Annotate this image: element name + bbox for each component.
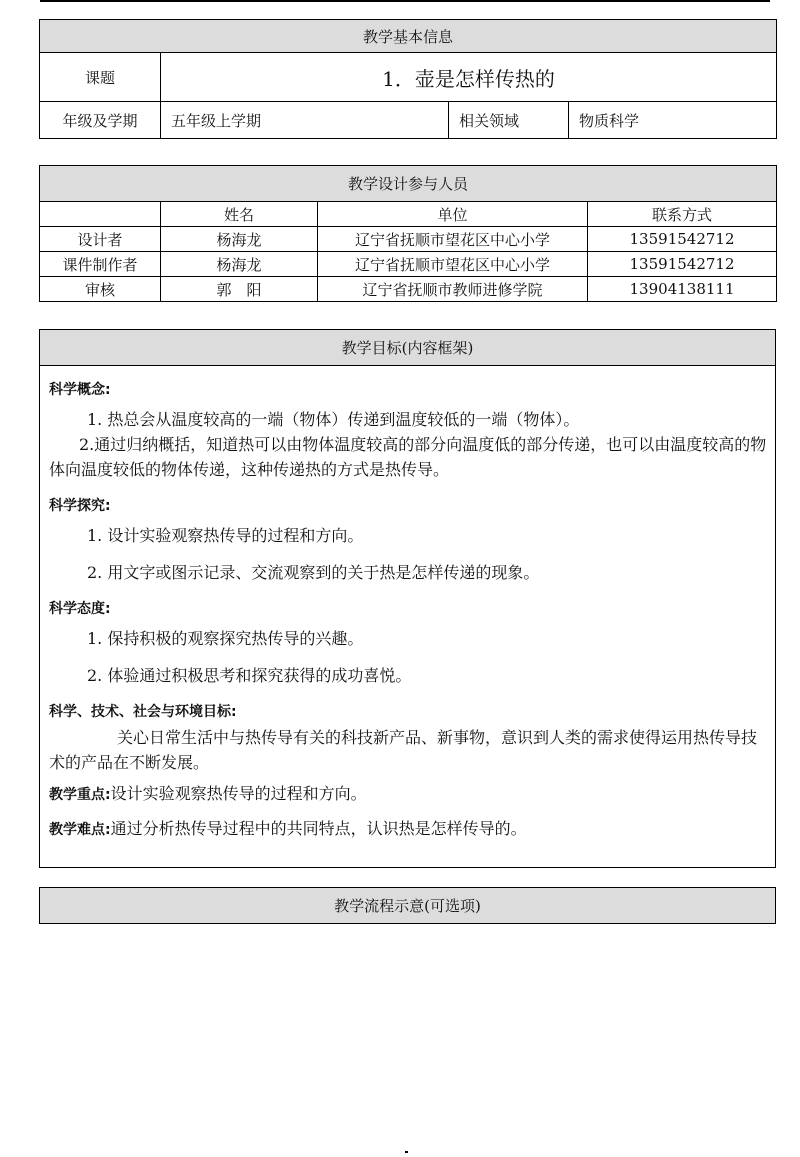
name-cell: 杨海龙: [161, 227, 318, 252]
participants-table: [39, 165, 777, 302]
field-value: 物质科学: [569, 102, 777, 139]
basic-info-table: [39, 19, 777, 139]
flow-table: [39, 887, 776, 924]
unit-cell: 辽宁省抚顺市教师进修学院: [318, 277, 588, 302]
difficulty-text: 通过分析热传导过程中的共同特点，认识热是怎样传导的。: [110, 819, 527, 838]
key-point-label: 教学重点:: [49, 787, 111, 803]
name-cell: 杨海龙: [161, 252, 318, 277]
stse-title: 科学、技术、社会与环境目标:: [49, 704, 237, 720]
name-cell: 郭 阳: [161, 277, 318, 302]
key-point: [49, 781, 767, 808]
column-header-name: 姓名: [161, 202, 318, 227]
grade-value: 五年级上学期: [161, 102, 449, 139]
grade-label: 年级及学期: [40, 102, 161, 139]
contact-cell: 13591542712: [588, 227, 777, 252]
column-header-unit: 单位: [318, 202, 588, 227]
objectives-table: [39, 329, 776, 868]
attitude-title: 科学态度:: [49, 601, 111, 617]
stse-text: 关心日常生活中与热传导有关的科技新产品、新事物，意识到人类的需求使得运用热传导技术的产品在不断发展。: [49, 728, 758, 772]
table-row: [40, 227, 777, 252]
objectives-body: [40, 366, 776, 868]
attitude-item-1: 1. 保持积极的观察探究热传导的兴趣。: [87, 629, 364, 648]
page-mark: [405, 1151, 408, 1153]
basic-info-header: 教学基本信息: [40, 20, 777, 53]
table-row: [40, 252, 777, 277]
inquiry-item-2: 2. 用文字或图示记录、交流观察到的关于热是怎样传递的现象。: [87, 563, 540, 582]
topic-label: 课题: [40, 53, 161, 102]
contact-cell: 13591542712: [588, 252, 777, 277]
inquiry-title: 科学探究:: [49, 498, 111, 514]
attitude-item-2: 2. 体验通过积极思考和探究获得的成功喜悦。: [87, 666, 412, 685]
field-label: 相关领域: [449, 102, 569, 139]
lesson-title: 1．壶是怎样传热的: [161, 53, 777, 102]
contact-cell: 13904138111: [588, 277, 777, 302]
role-cell: 设计者: [40, 227, 161, 252]
key-point-text: 设计实验观察热传导的过程和方向。: [110, 784, 367, 803]
concept-title: 科学概念:: [49, 382, 111, 398]
unit-cell: 辽宁省抚顺市望花区中心小学: [318, 252, 588, 277]
concept-item-2: 2.通过归纳概括，知道热可以由物体温度较高的部分向温度低的部分传递，也可以由温度较高的物体向温度较低的物体传递，这种传递热的方式是热传导。: [49, 435, 767, 479]
column-header: [40, 202, 161, 227]
concept-item-1: 1. 热总会从温度较高的一端（物体）传递到温度较低的一端（物体）。: [87, 410, 580, 429]
role-cell: 课件制作者: [40, 252, 161, 277]
column-header-contact: 联系方式: [588, 202, 777, 227]
difficulty-point: [49, 816, 767, 843]
inquiry-item-1: 1. 设计实验观察热传导的过程和方向。: [87, 526, 364, 545]
participants-column-headers: [40, 202, 777, 227]
role-cell: 审核: [40, 277, 161, 302]
objectives-header: 教学目标(内容框架): [40, 330, 776, 366]
unit-cell: 辽宁省抚顺市望花区中心小学: [318, 227, 588, 252]
top-rule: [40, 0, 770, 2]
flow-header: 教学流程示意(可选项): [40, 888, 776, 924]
participants-header: 教学设计参与人员: [40, 166, 777, 202]
table-row: [40, 277, 777, 302]
difficulty-label: 教学难点:: [49, 822, 111, 838]
